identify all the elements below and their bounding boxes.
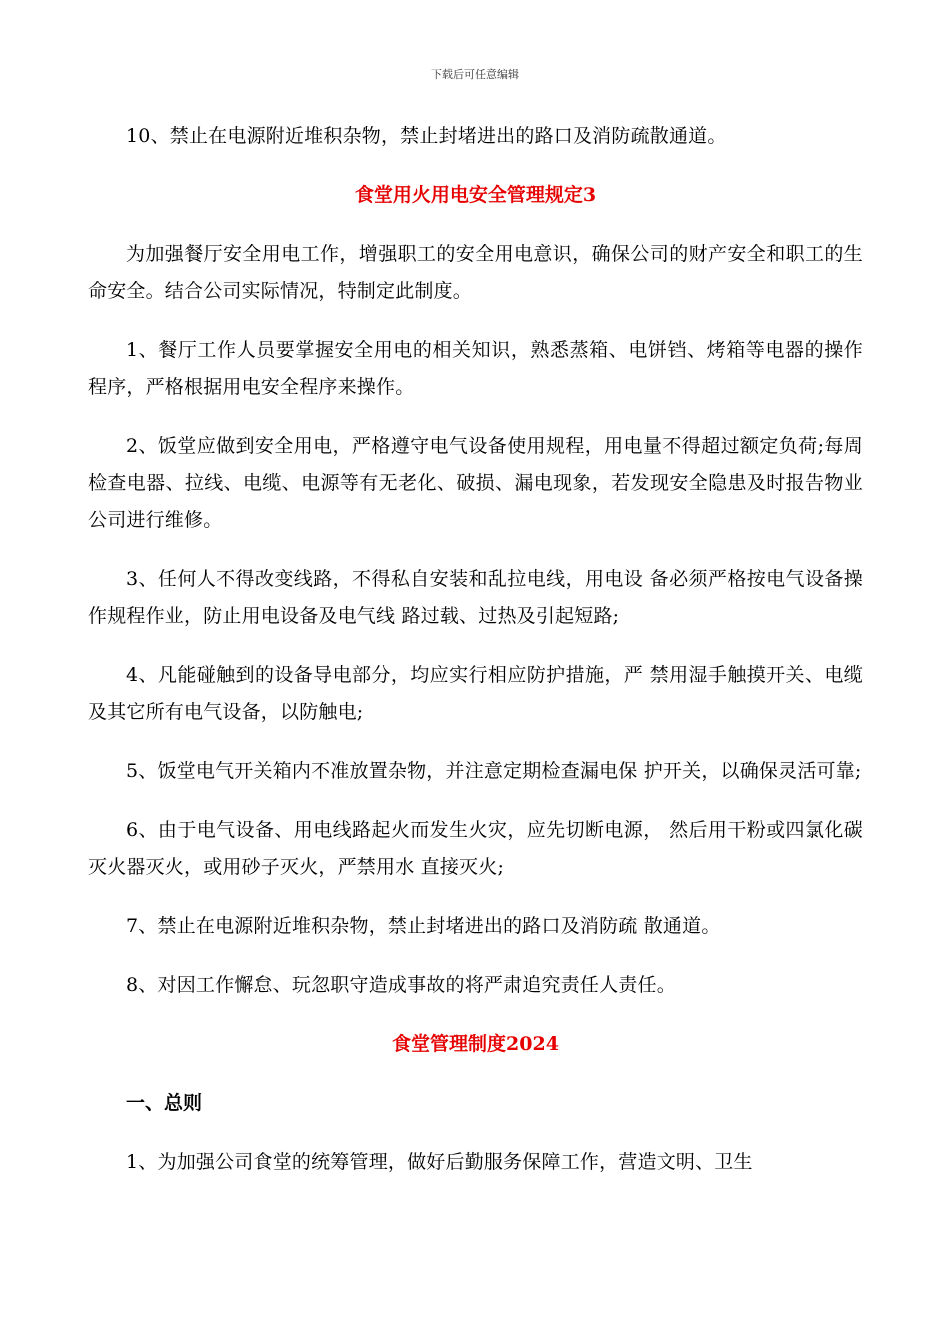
paragraph-intro: 为加强餐厅安全用电工作，增强职工的安全用电意识，确保公司的财产安全和职工的生命安全。结合公司实际情况，特制定此制度。 <box>88 243 863 302</box>
paragraph-10: 10、禁止在电源附近堆积杂物，禁止封堵进出的路口及消防疏散通道。 <box>126 125 727 147</box>
paragraph-7: 7、禁止在电源附近堆积杂物，禁止封堵进出的路口及消防疏 散通道。 <box>126 915 721 937</box>
page-header: 下载后可任意编辑 <box>431 68 519 81</box>
section-title-canteen: 食堂管理制度2024 <box>392 1033 559 1055</box>
paragraph-3: 3、任何人不得改变线路，不得私自安装和乱拉电线，用电设 备必须严格按电气设备操作规程作业，防止用电设备及电气线 路过载、过热及引起短路; <box>88 568 863 627</box>
paragraph-4: 4、凡能碰触到的设备导电部分，均应实行相应防护措施，严 禁用湿手触摸开关、电缆及其它所有电气设备，以防触电; <box>88 664 863 723</box>
paragraph-5: 5、饭堂电气开关箱内不准放置杂物，并注意定期检查漏电保 护开关，以确保灵活可靠; <box>126 760 862 782</box>
paragraph-last: 1、为加强公司食堂的统筹管理，做好后勤服务保障工作，营造文明、卫生 <box>126 1151 753 1173</box>
paragraph-8: 8、对因工作懈怠、玩忽职守造成事故的将严肃追究责任人责任。 <box>126 974 676 996</box>
section-title-safety: 食堂用火用电安全管理规定3 <box>354 184 597 206</box>
document-body <box>88 118 863 1203</box>
paragraph-2: 2、饭堂应做到安全用电，严格遵守电气设备使用规程，用电量不得超过额定负荷;每周检查电器、拉线、电缆、电源等有无老化、破损、漏电现象，若发现安全隐患及时报告物业公司进行维修。 <box>88 435 863 531</box>
paragraph-1: 1、餐厅工作人员要掌握安全用电的相关知识，熟悉蒸箱、电饼铛、烤箱等电器的操作程序，严格根据用电安全程序来操作。 <box>88 339 863 398</box>
paragraph-6: 6、由于电气设备、用电线路起火而发生火灾，应先切断电源， 然后用干粉或四氯化碳灭火器灭火，或用砂子灭火，严禁用水 直接灭火; <box>88 819 863 878</box>
heading-general: 一、总则 <box>126 1092 203 1114</box>
